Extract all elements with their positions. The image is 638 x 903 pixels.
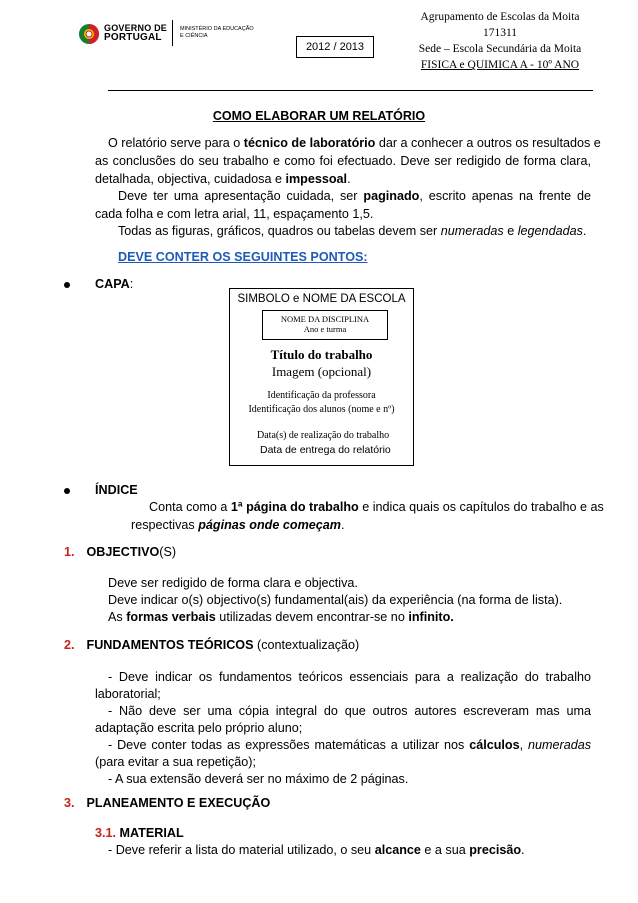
school-seat: Sede – Escola Secundária da Moita — [418, 43, 582, 55]
section-2-line3: - Não deve ser uma cópia integral do que outros autores escreveram mas uma — [108, 704, 591, 718]
section-2-line2: laboratorial; — [95, 687, 161, 701]
ministry-line1: MINISTÉRIO DA EDUCAÇÃO — [180, 26, 254, 32]
intro-p1-line2: as conclusões do seu trabalho e como foi efectuado. Deve ser redigido de forma clara, — [95, 154, 591, 168]
section-1-heading: 1. OBJECTIVO(S) — [64, 545, 177, 559]
section-2-line7: - A sua extensão deverá ser no máximo de 2 páginas. — [108, 772, 409, 786]
section-2-line1: - Deve indicar os fundamentos teóricos essenciais para a realização do trabalho — [108, 670, 591, 684]
cover-teacher: Identificação da professora — [267, 390, 376, 401]
indice-label: ÍNDICE — [95, 483, 138, 497]
section-2-line5: - Deve conter todas as expressões matemáticas a utilizar nos cálculos, numeradas — [108, 738, 592, 752]
page-title: COMO ELABORAR UM RELATÓRIO — [212, 109, 426, 123]
section-1-line2: Deve indicar o(s) objectivo(s) fundamental(ais) da experiência (na forma de lista). — [108, 593, 563, 607]
ministry-name — [180, 26, 254, 40]
school-name: Agrupamento de Escolas da Moita — [420, 11, 580, 23]
bullet-icon — [64, 282, 70, 288]
section-3-heading: 3. PLANEAMENTO E EXECUÇÃO — [64, 796, 271, 810]
cover-image: Imagem (opcional) — [271, 364, 372, 379]
section-1-line1: Deve ser redigido de forma clara e objectiva. — [108, 576, 358, 590]
intro-p1-line3: detalhada, objectiva, cuidadosa e impessoal. — [95, 172, 351, 186]
section-2-heading: 2. FUNDAMENTOS TEÓRICOS (contextualização) — [64, 638, 360, 652]
gov-line2: PORTUGAL — [104, 32, 162, 43]
intro-p2-line2: cada folha e com letra arial, 11, espaçamento 1,5. — [95, 207, 374, 221]
school-info — [380, 9, 620, 73]
portugal-emblem-icon — [78, 22, 100, 46]
section-3-1-heading: 3.1. MATERIAL — [95, 826, 184, 840]
gov-logo — [78, 22, 168, 48]
bullet-icon — [64, 488, 70, 494]
points-heading: DEVE CONTER OS SEGUINTES PONTOS: — [118, 250, 368, 264]
header-divider — [172, 20, 173, 46]
cover-school: SIMBOLO e NOME DA ESCOLA — [237, 293, 406, 305]
cover-discipline-box — [262, 310, 388, 340]
cover-delivery: Data de entrega do relatório — [260, 444, 391, 456]
school-year: 2012 / 2013 — [305, 41, 365, 53]
ministry-line2: E CIÊNCIA — [180, 33, 208, 39]
cover-year-class: Ano e turma — [303, 324, 347, 334]
cover-discipline: NOME DA DISCIPLINA — [280, 314, 370, 324]
section-2-line4: adaptação escrita pelo próprio aluno; — [95, 721, 303, 735]
capa-label: CAPA: — [95, 277, 134, 291]
indice-line2: respectivas páginas onde começam. — [131, 518, 345, 532]
section-2-line6: (para evitar a sua repetição); — [95, 755, 257, 769]
year-box — [296, 36, 374, 58]
cover-work-title: Título do trabalho — [270, 347, 373, 362]
intro-p2-line1: Deve ter uma apresentação cuidada, ser paginado, escrito apenas na frente de — [118, 189, 591, 203]
indice-line1: Conta como a 1ª página do trabalho e indica quais os capítulos do trabalho e as — [149, 500, 604, 514]
intro-p1-line1: O relatório serve para o técnico de laboratório dar a conhecer a outros os resultados e — [108, 136, 601, 150]
header-rule — [108, 90, 593, 91]
gov-line1: GOVERNO DE — [104, 23, 168, 33]
course-info: FISICA e QUIMICA A - 10º ANO — [420, 59, 580, 71]
cover-dates: Data(s) de realização do trabalho — [257, 430, 390, 441]
intro-p3: Todas as figuras, gráficos, quadros ou tabelas devem ser numeradas e legendadas. — [118, 224, 587, 238]
school-code: 171311 — [482, 27, 518, 39]
cover-students: Identificação dos alunos (nome e nº) — [248, 404, 395, 415]
section-1-line3: As formas verbais utilizadas devem encontrar-se no infinito. — [108, 610, 454, 624]
cover-example-box — [229, 288, 414, 466]
section-3-1-line1: - Deve referir a lista do material utilizado, o seu alcance e a sua precisão. — [108, 843, 525, 857]
